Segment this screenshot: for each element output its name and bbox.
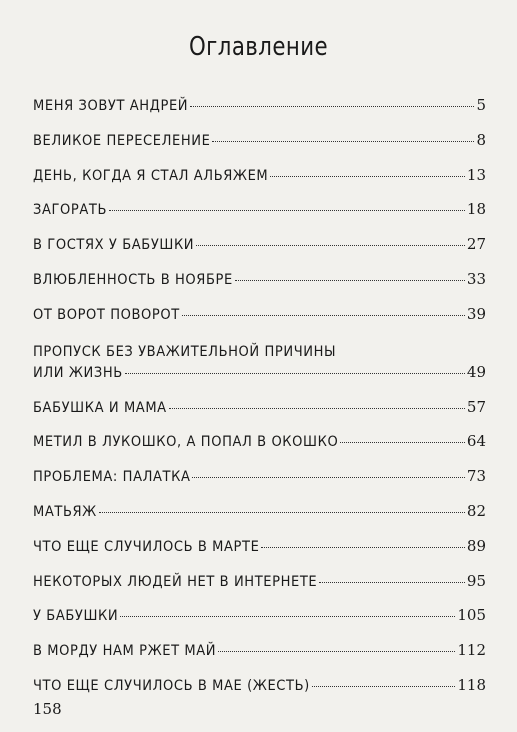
entry-page-number: 33 <box>466 269 486 288</box>
dot-leader <box>190 106 474 107</box>
toc-entry[interactable] <box>33 641 486 676</box>
entry-page-number: 13 <box>466 165 486 184</box>
entry-page-number: 27 <box>466 235 486 254</box>
toc-entry[interactable] <box>33 96 486 131</box>
entry-page-number: 49 <box>466 362 486 381</box>
entry-page-number: 82 <box>466 501 486 520</box>
entry-page-number: 64 <box>466 432 486 451</box>
toc-entry[interactable] <box>33 676 486 711</box>
dot-leader <box>212 141 474 142</box>
page-folio-number: 158 <box>33 700 62 718</box>
toc-entry[interactable] <box>33 432 486 467</box>
entry-page-number: 8 <box>476 130 486 149</box>
entry-page-number: 39 <box>466 304 486 323</box>
table-of-contents <box>33 96 486 711</box>
entry-title: НЕКОТОРЫХ ЛЮДЕЙ НЕТ В ИНТЕРНЕТЕ <box>33 573 318 590</box>
entry-page-number: 89 <box>466 536 486 555</box>
toc-entry[interactable] <box>33 305 486 340</box>
toc-entry[interactable] <box>33 467 486 502</box>
toc-entry[interactable] <box>33 131 486 166</box>
dot-leader <box>196 245 465 246</box>
page-title: Оглавление <box>188 32 328 62</box>
dot-leader <box>125 373 465 374</box>
toc-entry[interactable] <box>33 572 486 607</box>
dot-leader <box>340 442 465 443</box>
entry-page-number: 57 <box>466 397 486 416</box>
entry-page-number: 18 <box>466 200 486 219</box>
dot-leader <box>182 315 465 316</box>
toc-entry[interactable] <box>33 235 486 270</box>
dot-leader <box>261 547 464 548</box>
entry-page-number: 118 <box>457 675 486 694</box>
toc-entry[interactable] <box>33 340 486 398</box>
dot-leader <box>120 616 455 617</box>
entry-title-line1: ПРОПУСК БЕЗ УВАЖИТЕЛЬНОЙ ПРИЧИНЫ <box>33 343 337 360</box>
entry-page-number: 95 <box>466 571 486 590</box>
toc-entry[interactable] <box>33 606 486 641</box>
entry-title: МЕТИЛ В ЛУКОШКО, А ПОПАЛ В ОКОШКО <box>33 434 339 451</box>
entry-title: ВЕЛИКОЕ ПЕРЕСЕЛЕНИЕ <box>33 132 211 149</box>
toc-entry[interactable] <box>33 270 486 305</box>
entry-title: БАБУШКА И МАМА <box>33 399 167 416</box>
toc-entry[interactable] <box>33 166 486 201</box>
entry-page-number: 105 <box>457 606 486 625</box>
entry-title: ПРОБЛЕМА: ПАЛАТКА <box>33 469 191 486</box>
entry-title: ЧТО ЕЩЕ СЛУЧИЛОСЬ В МАЕ (ЖЕСТЬ) <box>33 677 310 694</box>
dot-leader <box>169 408 465 409</box>
entry-title: ВЛЮБЛЕННОСТЬ В НОЯБРЕ <box>33 271 233 288</box>
entry-page-number: 5 <box>476 96 486 114</box>
dot-leader <box>218 651 455 652</box>
entry-title: ЗАГОРАТЬ <box>33 202 108 219</box>
dot-leader <box>109 210 465 211</box>
entry-title: ЧТО ЕЩЕ СЛУЧИЛОСЬ В МАРТЕ <box>33 538 260 555</box>
entry-title: ОТ ВОРОТ ПОВОРОТ <box>33 306 180 323</box>
dot-leader <box>312 686 456 687</box>
dot-leader <box>192 477 464 478</box>
entry-title-line2: ИЛИ ЖИЗНЬ <box>33 364 123 381</box>
dot-leader <box>319 582 465 583</box>
toc-entry[interactable] <box>33 502 486 537</box>
entry-title: ДЕНЬ, КОГДА Я СТАЛ АЛЬЯЖЕМ <box>33 167 269 184</box>
entry-title: В МОРДУ НАМ РЖЕТ МАЙ <box>33 643 217 660</box>
dot-leader <box>235 280 465 281</box>
toc-entry[interactable] <box>33 398 486 433</box>
entry-page-number: 112 <box>457 641 486 660</box>
entry-title: У БАБУШКИ <box>33 608 119 625</box>
entry-title: МАТЬЯЖ <box>33 503 97 520</box>
toc-entry[interactable] <box>33 200 486 235</box>
dot-leader <box>99 512 465 513</box>
entry-page-number: 73 <box>466 467 486 486</box>
entry-title: В ГОСТЯХ У БАБУШКИ <box>33 237 195 254</box>
toc-entry[interactable] <box>33 537 486 572</box>
dot-leader <box>270 176 465 177</box>
entry-title: МЕНЯ ЗОВУТ АНДРЕЙ <box>33 98 189 114</box>
